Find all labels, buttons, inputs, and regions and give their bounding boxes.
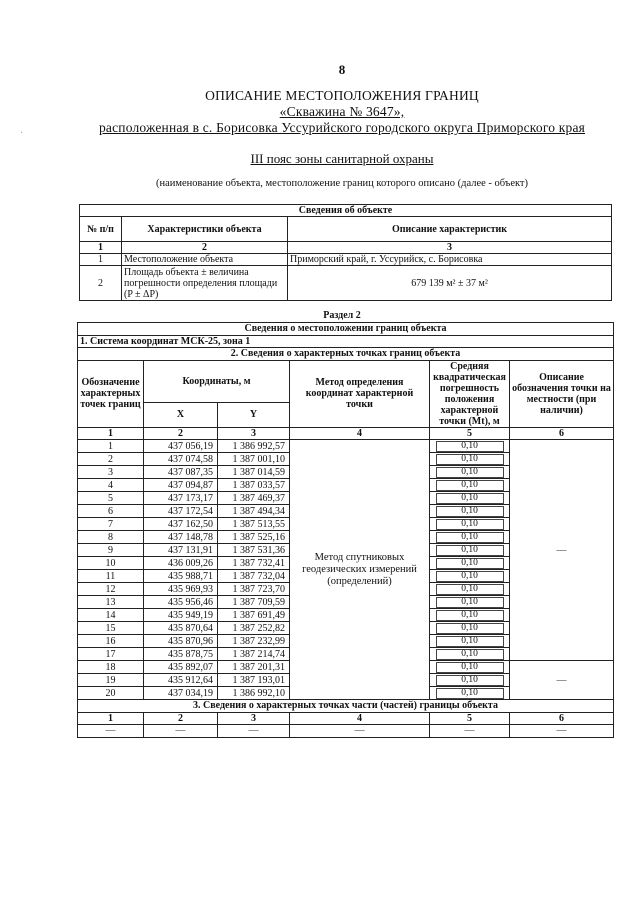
point-error: 0,10 xyxy=(436,506,504,517)
point-y: 1 387 232,99 xyxy=(218,635,290,648)
point-x: 437 034,19 xyxy=(144,687,218,700)
col-index: 4 xyxy=(290,427,430,440)
point-number: 4 xyxy=(78,479,144,492)
point-x: 437 131,91 xyxy=(144,544,218,557)
point-number: 17 xyxy=(78,648,144,661)
point-x: 435 949,19 xyxy=(144,609,218,622)
point-error: 0,10 xyxy=(436,597,504,608)
col-index: 5 xyxy=(430,712,510,725)
point-error: 0,10 xyxy=(436,636,504,647)
point-error: 0,10 xyxy=(436,519,504,530)
point-x: 437 074,58 xyxy=(144,453,218,466)
parts-dash: — xyxy=(78,725,144,738)
row-num: 1 xyxy=(80,254,122,266)
point-number: 11 xyxy=(78,570,144,583)
col-index: 5 xyxy=(430,427,510,440)
parts-dash: — xyxy=(430,725,510,738)
header-coords: Координаты, м xyxy=(144,360,290,402)
point-error: 0,10 xyxy=(436,623,504,634)
object-hint: (наименование объекта, местоположение границ которого описано (далее - объект) xyxy=(155,178,529,189)
title-line-1: ОПИСАНИЕ МЕСТОПОЛОЖЕНИЯ ГРАНИЦ xyxy=(205,88,479,103)
col-index: 2 xyxy=(144,712,218,725)
point-number: 15 xyxy=(78,622,144,635)
point-x: 435 870,64 xyxy=(144,622,218,635)
point-error: 0,10 xyxy=(436,662,504,673)
row-char: Местоположение объекта xyxy=(122,254,288,266)
point-number: 10 xyxy=(78,557,144,570)
point-x: 437 056,19 xyxy=(144,440,218,453)
point-y: 1 387 201,31 xyxy=(218,661,290,674)
point-x: 437 094,87 xyxy=(144,479,218,492)
point-number: 7 xyxy=(78,518,144,531)
header-marking: Описание обозначения точки на местности (при наличии) xyxy=(510,360,614,427)
title-line-2: «Скважина № 3647», xyxy=(279,104,405,119)
col-index: 2 xyxy=(144,427,218,440)
point-y: 1 387 252,82 xyxy=(218,622,290,635)
col-desc-header: Описание характеристик xyxy=(288,217,612,242)
marking-dash-group-2: — xyxy=(510,661,614,700)
point-error: 0,10 xyxy=(436,558,504,569)
point-error: 0,10 xyxy=(436,467,504,478)
point-y: 1 387 001,10 xyxy=(218,453,290,466)
points-title: 2. Сведения о характерных точках границ объекта xyxy=(78,348,614,361)
point-number: 12 xyxy=(78,583,144,596)
point-number: 8 xyxy=(78,531,144,544)
point-y: 1 387 214,74 xyxy=(218,648,290,661)
point-error: 0,10 xyxy=(436,649,504,660)
col-num-header: № п/п xyxy=(80,217,122,242)
col-index: 3 xyxy=(218,712,290,725)
point-y: 1 387 732,04 xyxy=(218,570,290,583)
point-y: 1 386 992,57 xyxy=(218,440,290,453)
parts-dash: — xyxy=(510,725,614,738)
point-x: 435 870,96 xyxy=(144,635,218,648)
point-number: 3 xyxy=(78,466,144,479)
point-y: 1 387 732,41 xyxy=(218,557,290,570)
point-error: 0,10 xyxy=(436,545,504,556)
point-error: 0,10 xyxy=(436,675,504,686)
point-x: 435 988,71 xyxy=(144,570,218,583)
col-index: 6 xyxy=(510,427,614,440)
point-y: 1 387 525,16 xyxy=(218,531,290,544)
point-y: 1 387 469,37 xyxy=(218,492,290,505)
point-error: 0,10 xyxy=(436,610,504,621)
table-row xyxy=(78,440,614,453)
header-error: Средняя квадратическая погрешность положения характерной точки (Mt), м xyxy=(430,360,510,427)
header-y: Y xyxy=(218,402,290,427)
scan-mark: · xyxy=(20,128,24,139)
point-y: 1 387 531,36 xyxy=(218,544,290,557)
point-x: 435 956,46 xyxy=(144,596,218,609)
point-error: 0,10 xyxy=(436,584,504,595)
point-x: 437 172,54 xyxy=(144,505,218,518)
point-y: 1 387 513,55 xyxy=(218,518,290,531)
point-error: 0,10 xyxy=(436,454,504,465)
point-y: 1 387 709,59 xyxy=(218,596,290,609)
point-x: 437 087,35 xyxy=(144,466,218,479)
page-number: 8 xyxy=(338,62,346,77)
point-x: 437 173,17 xyxy=(144,492,218,505)
row-num: 2 xyxy=(80,266,122,301)
col-char-header: Характеристики объекта xyxy=(122,217,288,242)
document-title xyxy=(0,88,640,136)
point-y: 1 387 691,49 xyxy=(218,609,290,622)
point-number: 13 xyxy=(78,596,144,609)
col-index: 1 xyxy=(78,427,144,440)
point-number: 19 xyxy=(78,674,144,687)
coord-system: 1. Система координат МСК-25, зона 1 xyxy=(78,335,614,348)
row-char: Площадь объекта ± величина погрешности определения площади (P ± ΔP) xyxy=(122,266,288,301)
header-point: Обозначение характерных точек границ xyxy=(78,360,144,427)
point-number: 20 xyxy=(78,687,144,700)
point-x: 435 878,75 xyxy=(144,648,218,661)
point-number: 16 xyxy=(78,635,144,648)
point-x: 435 969,93 xyxy=(144,583,218,596)
point-number: 5 xyxy=(78,492,144,505)
point-x: 435 912,64 xyxy=(144,674,218,687)
parts-dash: — xyxy=(144,725,218,738)
point-error: 0,10 xyxy=(436,532,504,543)
point-x: 435 892,07 xyxy=(144,661,218,674)
section-2-label: Раздел 2 xyxy=(323,310,361,321)
point-error: 0,10 xyxy=(436,480,504,491)
point-number: 18 xyxy=(78,661,144,674)
point-x: 437 148,78 xyxy=(144,531,218,544)
point-x: 436 009,26 xyxy=(144,557,218,570)
point-y: 1 386 992,10 xyxy=(218,687,290,700)
point-number: 9 xyxy=(78,544,144,557)
point-number: 1 xyxy=(78,440,144,453)
col-index: 4 xyxy=(290,712,430,725)
point-y: 1 387 193,01 xyxy=(218,674,290,687)
col-index: 1 xyxy=(80,242,122,254)
point-error: 0,10 xyxy=(436,441,504,452)
point-number: 2 xyxy=(78,453,144,466)
point-error: 0,10 xyxy=(436,493,504,504)
parts-title: 3. Сведения о характерных точках части (частей) границы объекта xyxy=(78,700,614,713)
parts-dash: — xyxy=(290,725,430,738)
row-desc: Приморский край, г. Уссурийск, с. Борисовка xyxy=(288,254,612,266)
col-index: 2 xyxy=(122,242,288,254)
point-number: 14 xyxy=(78,609,144,622)
method-cell: Метод спутниковых геодезических измерений (определений) xyxy=(290,440,430,700)
col-index: 3 xyxy=(288,242,612,254)
row-desc: 679 139 м² ± 37 м² xyxy=(288,266,612,301)
point-y: 1 387 494,34 xyxy=(218,505,290,518)
col-index: 3 xyxy=(218,427,290,440)
col-index: 1 xyxy=(78,712,144,725)
col-index: 6 xyxy=(510,712,614,725)
boundary-points-table xyxy=(77,322,614,738)
point-x: 437 162,50 xyxy=(144,518,218,531)
object-info-table xyxy=(79,204,612,301)
point-y: 1 387 033,57 xyxy=(218,479,290,492)
point-y: 1 387 723,70 xyxy=(218,583,290,596)
point-y: 1 387 014,59 xyxy=(218,466,290,479)
parts-dash: — xyxy=(218,725,290,738)
point-number: 6 xyxy=(78,505,144,518)
header-x: X xyxy=(144,402,218,427)
zone-title: III пояс зоны санитарной охраны xyxy=(250,151,434,166)
point-error: 0,10 xyxy=(436,688,504,699)
title-line-3: расположенная в с. Борисовка Уссурийского городского округа Приморского края xyxy=(98,120,586,135)
object-info-heading: Сведения об объекте xyxy=(80,205,612,217)
header-method: Метод определения координат характерной точки xyxy=(290,360,430,427)
marking-dash-group-1: — xyxy=(510,440,614,661)
section-2-title: Сведения о местоположении границ объекта xyxy=(78,323,614,336)
point-error: 0,10 xyxy=(436,571,504,582)
